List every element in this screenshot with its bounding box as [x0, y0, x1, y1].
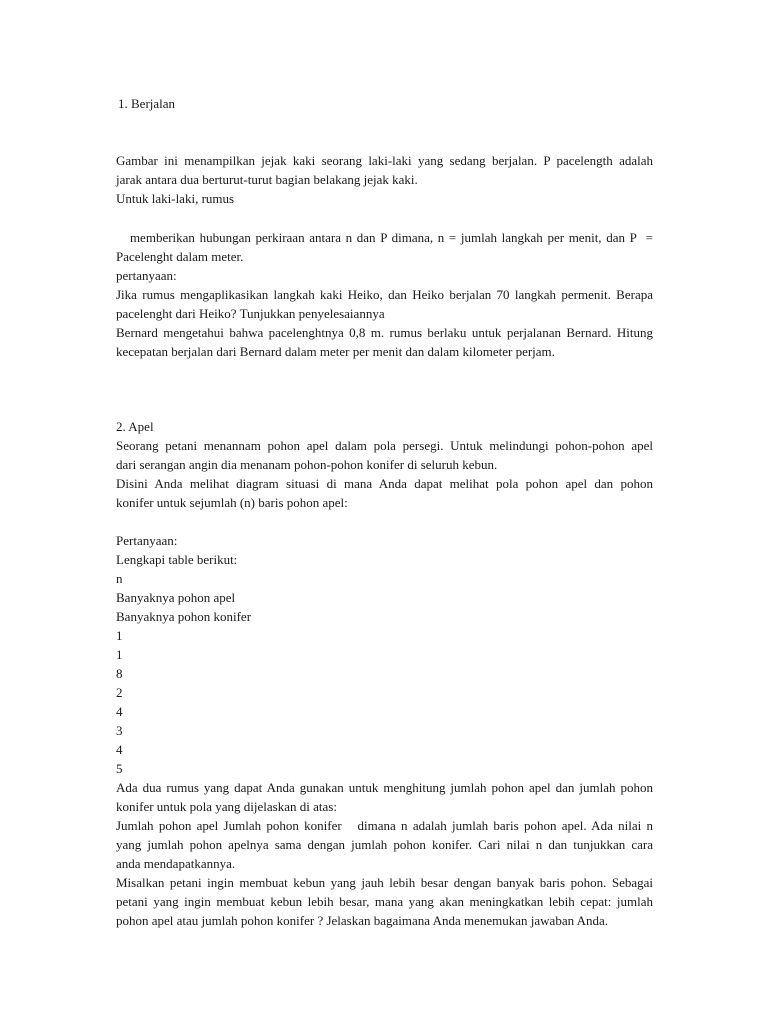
section-2-p4-line3: anda mendapatkannya.	[116, 856, 236, 871]
section-1-heading: 1. Berjalan	[118, 96, 176, 111]
table-item: 8	[116, 666, 123, 681]
section-2-p2-line2: konifer untuk sejumlah (n) baris pohon apel:	[116, 495, 348, 510]
section-2-p4-line2: yang jumlah pohon apelnya sama dengan jumlah pohon konifer. Cari nilai n dan tunjukkan cara	[116, 837, 653, 852]
section-2-p5-line3: pohon apel atau jumlah pohon konifer ? Jelaskan bagaimana Anda menemukan jawaban Anda.	[116, 913, 609, 928]
section-1-para2: Untuk laki-laki, rumus	[116, 191, 235, 206]
table-item: 2	[116, 685, 123, 700]
section-1-question-label: pertanyaan:	[116, 268, 177, 283]
table-item: 3	[116, 723, 123, 738]
table-item: n	[116, 571, 123, 586]
table-item: 5	[116, 761, 123, 776]
table-item: 4	[116, 704, 123, 719]
section-1-q1-line1: Jika rumus mengaplikasikan langkah kaki Heiko, dan Heiko berjalan 70 langkah permenit. Berapa	[116, 287, 653, 302]
table-item: 1	[116, 628, 123, 643]
section-2-p5-line2: petani yang ingin membuat kebun lebih besar, mana yang akan meningkatkan lebih cepat: jumlah	[116, 894, 653, 909]
table-item: 4	[116, 742, 123, 757]
section-2-p4-line1: Jumlah pohon apel Jumlah pohon konifer dimana n adalah jumlah baris pohon apel. Ada nilai n	[116, 818, 653, 833]
section-1-q2-line1: Bernard mengetahui bahwa pacelenghtnya 0,8 m. rumus berlaku untuk perjalanan Bernard. Hitung	[116, 325, 653, 340]
section-2-p5-line1: Misalkan petani ingin membuat kebun yang jauh lebih besar dengan banyak baris pohon. Sebagai	[116, 875, 653, 890]
section-1-q2-line2: kecepatan berjalan dari Bernard dalam meter per menit dan dalam kilometer perjam.	[116, 344, 555, 359]
section-1-para1-line1: Gambar ini menampilkan jejak kaki seorang laki-laki yang sedang berjalan. P pacelength adalah	[116, 153, 653, 168]
table-item: 1	[116, 647, 123, 662]
section-1-para3-line1: memberikan hubungan perkiraan antara n dan P dimana, n = jumlah langkah per menit, dan P =	[116, 230, 653, 245]
section-2-p2-line1: Disini Anda melihat diagram situasi di mana Anda dapat melihat pola pohon apel dan pohon	[116, 476, 653, 491]
section-1-para1-line2: jarak antara dua berturut-turut bagian belakang jejak kaki.	[116, 172, 418, 187]
section-2-question-label: Pertanyaan:	[116, 533, 178, 548]
section-2-table-intro: Lengkapi table berikut:	[116, 552, 238, 567]
section-2-heading: 2. Apel	[116, 419, 154, 434]
table-item: Banyaknya pohon konifer	[116, 609, 252, 624]
section-1-para3-line2: Pacelenght dalam meter.	[116, 249, 244, 264]
section-2-p1-line1: Seorang petani menannam pohon apel dalam pola persegi. Untuk melindungi pohon-pohon apel	[116, 438, 653, 453]
table-item: Banyaknya pohon apel	[116, 590, 236, 605]
section-2-p1-line2: dari serangan angin dia menanam pohon-pohon konifer di seluruh kebun.	[116, 457, 498, 472]
section-2-p3-line1: Ada dua rumus yang dapat Anda gunakan untuk menghitung jumlah pohon apel dan jumlah pohon	[116, 780, 653, 795]
section-1-q1-line2: pacelenght dari Heiko? Tunjukkan penyelesaiannya	[116, 306, 385, 321]
section-2-p3-line2: konifer untuk pola yang dijelaskan di atas:	[116, 799, 337, 814]
